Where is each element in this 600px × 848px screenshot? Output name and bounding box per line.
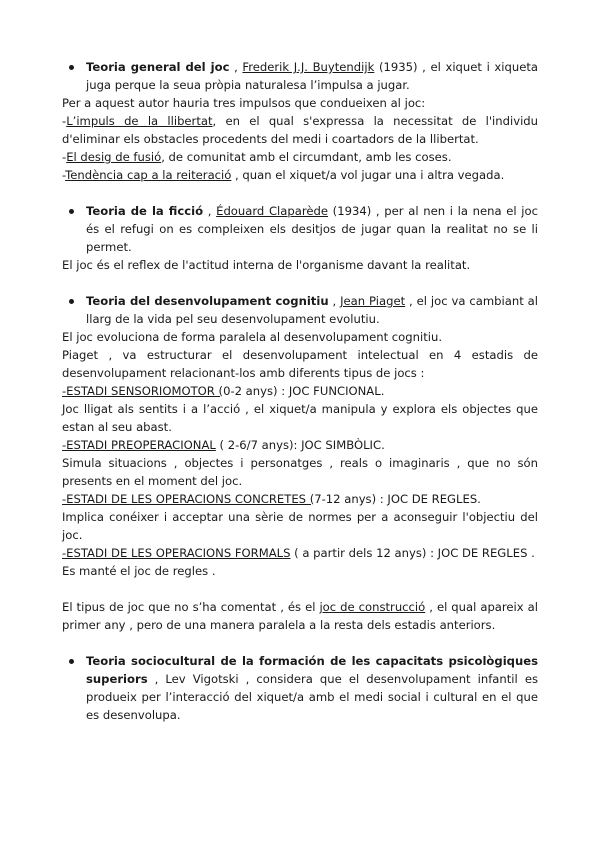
list-item: -Tendència cap a la reiteració , quan el xiquet/a vol jugar una i altra vegada. (62, 168, 505, 182)
section-title: Teoria de la ficció (86, 204, 204, 218)
stage-description: Simula situacions , objectes i personatges , reals o imaginaris , que no són presents en el moment del joc. (62, 456, 538, 488)
section-fiction-theory: Teoria de la ficció , Édouard Claparède (1934) , per al nen i la nena el joc és el refugi on es compleixen els desitjos de jugar quan la realitat no se li permet. (62, 202, 538, 256)
section-title: Teoria del desenvolupament cognitiu (86, 294, 329, 308)
construction-play-paragraph: El tipus de joc que no s’ha comentat , és el joc de construcció , el qual apareix al primer any , pero de una manera paralela a la resta dels estadis anteriors. (62, 600, 538, 632)
stage-heading: -ESTADI SENSORIOMOTOR (0-2 anys) : JOC FUNCIONAL. (62, 384, 385, 398)
paragraph: El joc és el reflex de l'actitud interna de l'organisme davant la realitat. (62, 258, 471, 272)
document-content (62, 58, 538, 724)
section-title: Teoria sociocultural de la formación de les capacitats psicològiques superiors (86, 654, 538, 686)
stage-heading: -ESTADI DE LES OPERACIONS FORMALS ( a partir dels 12 anys) : JOC DE REGLES . (62, 546, 535, 560)
section-general-theory: Teoria general del joc , Frederik J.J. Buytendijk (1935) , el xiquet i xiqueta juga perque la seua pròpia naturalesa l’impulsa a jugar. (62, 58, 538, 94)
paragraph: El joc evoluciona de forma paralela al desenvolupament cognitiu. (62, 330, 443, 344)
stage-description: Implica conéixer i acceptar una sèrie de normes per a aconseguir l'objectiu del joc. (62, 510, 538, 542)
bullet-icon (69, 299, 74, 304)
section-title: Teoria general del joc (86, 60, 230, 74)
stage-description: Es manté el joc de regles . (62, 564, 216, 578)
author-name: Jean Piaget (340, 294, 406, 308)
bullet-icon (69, 65, 74, 70)
author-name: Édouard Claparède (216, 204, 328, 218)
stage-heading: -ESTADI PREOPERACIONAL ( 2-6/7 anys): JOC SIMBÒLIC. (62, 438, 385, 452)
bullet-icon (69, 209, 74, 214)
stage-heading: -ESTADI DE LES OPERACIONS CONCRETES (7-12 anys) : JOC DE REGLES. (62, 492, 481, 506)
section-sociocultural-theory: Teoria sociocultural de la formación de les capacitats psicològiques superiors , Lev Vigotski , considera que el desenvolupament infantil es produeix per l’interacció del xiquet/a amb el medi social i cultural en el que es desenvolupa. (62, 652, 538, 724)
bullet-icon (69, 659, 74, 664)
paragraph: Per a aquest autor hauria tres impulsos que condueixen al joc: (62, 96, 426, 110)
list-item: -El desig de fusió, de comunitat amb el circumdant, amb les coses. (62, 150, 452, 164)
stage-description: Joc lligat als sentits i a l’acció , el xiquet/a manipula y explora els objectes que estan al seu abast. (62, 402, 538, 434)
list-item: -L’impuls de la llibertat, en el qual s'expressa la necessitat de l'individu d'eliminar els obstacles procedents del medi i coartadors de la llibertat. (62, 114, 538, 146)
paragraph: Piaget , va estructurar el desenvolupament intelectual en 4 estadis de desenvolupament relacionant-los amb diferents tipus de jocs : (62, 348, 538, 380)
section-cognitive-theory: Teoria del desenvolupament cognitiu , Jean Piaget , el joc va cambiant al llarg de la vida pel seu desenvolupament evolutiu. (62, 292, 538, 328)
author-name: Frederik J.J. Buytendijk (242, 60, 375, 74)
